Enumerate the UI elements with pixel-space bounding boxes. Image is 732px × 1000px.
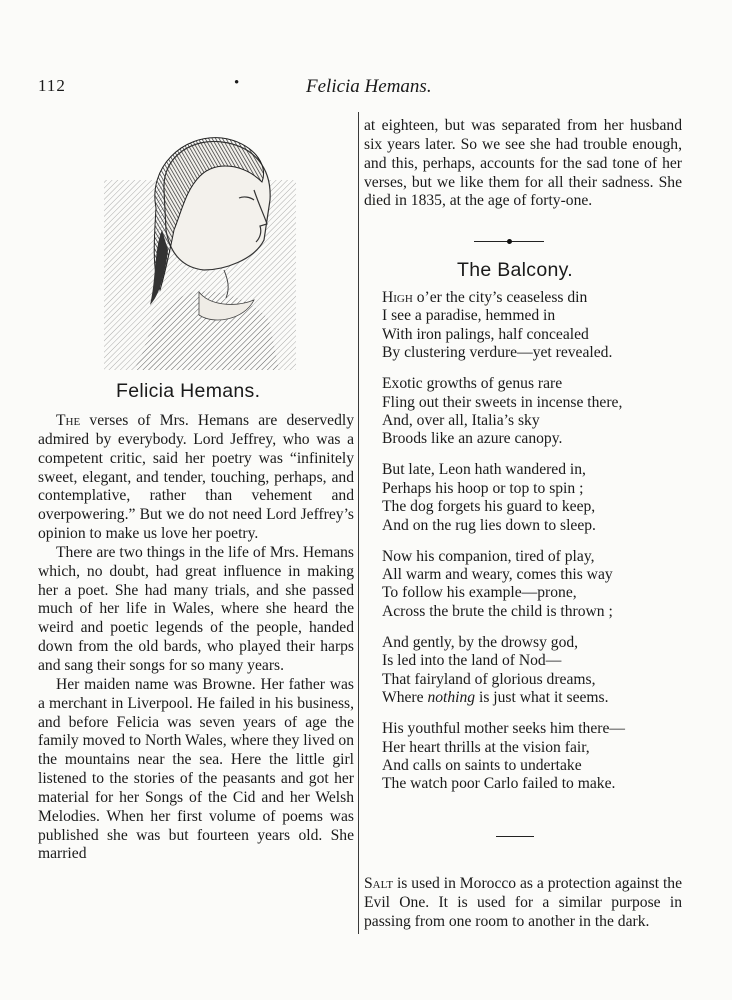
poem-line: But late, Leon hath wandered in,: [382, 461, 586, 479]
poem-line: And on the rug lies down to sleep.: [382, 516, 596, 534]
poem-line: [382, 289, 692, 307]
poem-line: And calls on saints to undertake: [382, 756, 582, 774]
article-heading: Felicia Hemans.: [116, 380, 261, 402]
poem-line: Fling out their sweets in incense there,: [382, 393, 623, 411]
stanza: [382, 289, 692, 363]
poem-line: By clustering verdure—yet revealed.: [382, 344, 613, 362]
poem-line: To follow his example—prone,: [382, 584, 577, 602]
left-column-text: [38, 412, 354, 864]
poem-line: I see a paradise, hemmed in: [382, 307, 556, 325]
stanza: [382, 548, 692, 622]
poem-line: Broods like an azure canopy.: [382, 430, 563, 448]
poem-line: The dog forgets his guard to keep,: [382, 498, 596, 516]
ornament-dot: [507, 239, 512, 244]
paragraph-text: verses of Mrs. Hemans are deservedly admired by everybody. Lord Jeffrey, who was a competent critic, said her poetry was “infinitely sweet, elegant, and tender, touching, perhaps, and contemplative, rather than vehement and overpowering.” But we do not need Lord Jeffrey’s opinion to make us love her poetry.: [38, 412, 354, 543]
poem-title: The Balcony.: [457, 259, 573, 281]
poem-line: His youthful mother seeks him there—: [382, 720, 625, 738]
poem-line: All warm and weary, comes this way: [382, 566, 613, 584]
poem-line: Now his companion, tired of play,: [382, 547, 595, 565]
poem-line: And gently, by the drowsy god,: [382, 633, 579, 651]
paragraph: [364, 875, 682, 932]
poem-line: Her heart thrills at the vision fair,: [382, 738, 590, 756]
stanza: [382, 634, 692, 708]
running-header: [38, 76, 698, 100]
poem-line-text: o’er the city’s ceaseless din: [412, 289, 588, 306]
drop-word: High: [382, 289, 413, 306]
paragraph: [38, 412, 354, 544]
emphasis: nothing: [427, 689, 476, 707]
paragraph: at eighteen, but was separated from her husband six years later. So we see she had trouble enough, and this, perhaps, accounts for the sad tone of her verses, but we like them for all their sadness. She died in 1835, at the age of forty-one.: [364, 117, 682, 210]
portrait-engraving: [104, 120, 296, 370]
poem-line: The watch poor Carlo failed to make.: [382, 775, 616, 793]
header-bullet: •: [234, 75, 240, 91]
poem: [382, 289, 692, 806]
page-number: 112: [38, 76, 66, 95]
poem-line-text: Where: [382, 689, 428, 707]
poem-line: Across the brute the child is thrown ;: [382, 602, 613, 620]
poem-line: Is led into the land of Nod—: [382, 652, 562, 670]
stanza: [382, 461, 692, 535]
poem-line: Perhaps his hoop or top to spin ;: [382, 479, 584, 497]
drop-word: Salt: [364, 875, 394, 892]
poem-line: That fairyland of glorious dreams,: [382, 670, 596, 688]
poem-line-text: is just what it seems.: [475, 689, 609, 707]
right-column-continuation: [364, 117, 682, 211]
poem-line: Exotic growths of genus rare: [382, 375, 563, 393]
paragraph: There are two things in the life of Mrs. Hemans which, no doubt, had great influence in making her a poet. She had many trials, and she passed much of her life in Wales, where she heard the weird and poetic legends of the people, handed down from the old bards, who played their harps and sang their songs for so many years.: [38, 543, 354, 674]
stanza: [382, 720, 692, 794]
paragraph: Her maiden name was Browne. Her father was a merchant in Liverpool. He failed in his business, and before Felicia was seven years of age the family moved to North Wales, where they lived on the mountains near the sea. Here the little girl listened to the stories of the peasants and got her material for her Songs of the Cid and her Welsh Melodies. When her first volume of poems was published she was but fourteen years old. She married: [38, 675, 354, 863]
salt-note: [364, 875, 682, 932]
drop-word: The: [56, 412, 81, 429]
section-rule: [496, 836, 534, 837]
poem-line: With iron palings, half concealed: [382, 325, 589, 343]
poem-line: And, over all, Italia’s sky: [382, 412, 540, 430]
poem-line: [382, 689, 692, 707]
column-divider: [358, 112, 359, 934]
stanza: [382, 375, 692, 449]
paragraph-text: is used in Morocco as a protection against the Evil One. It is used for a similar purpose in passing from one room to another in the dark.: [364, 875, 682, 930]
running-title: Felicia Hemans.: [306, 76, 432, 97]
